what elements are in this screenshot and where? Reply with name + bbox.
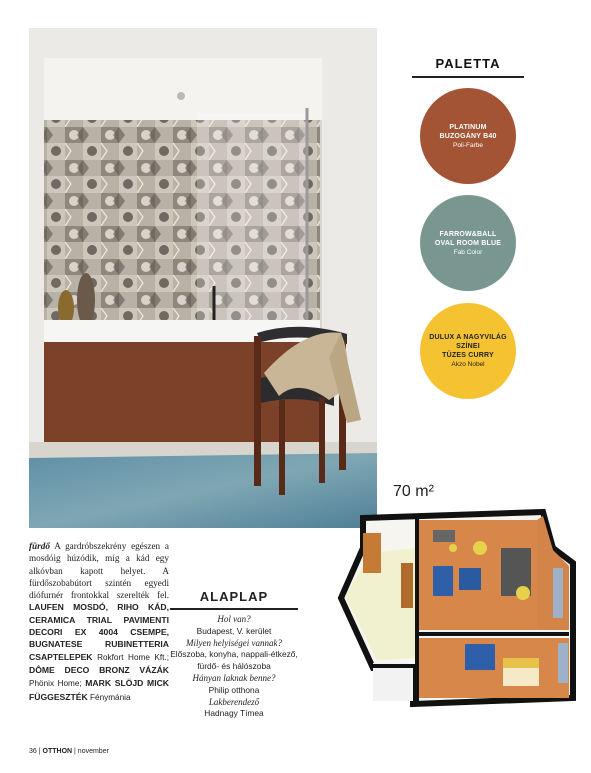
info-answer: Philip otthona xyxy=(208,684,260,695)
magazine-name: OTTHON xyxy=(42,748,73,755)
bathroom-photo xyxy=(29,28,377,528)
swatch-brand: Akzo Nobel xyxy=(451,361,485,368)
color-swatch-blue xyxy=(420,195,516,291)
info-answer: Hadnagy Tímea xyxy=(204,708,264,719)
page-number: 36 xyxy=(29,748,37,755)
info-answer: Előszoba, konyha, nappali-étkező, fürdő- és hálószoba xyxy=(170,649,298,672)
alaplap-rule xyxy=(170,608,298,610)
swatch-brand: Fab Color xyxy=(453,248,483,256)
swatch-line2: OVAL ROOM BLUE xyxy=(434,239,502,247)
alaplap-title: ALAPLAP xyxy=(199,589,269,604)
info-question: Milyen helyiségei vannak? xyxy=(186,637,282,648)
paletta-title: PALETTA xyxy=(435,56,501,71)
swatch-line1: PLATINUM xyxy=(449,123,487,131)
page-footer: 36 | OTTHON | november xyxy=(29,748,109,755)
alaplap-info xyxy=(165,614,303,720)
caption-brands-3: MARK SLÖJD MICK FÜGGESZTÉK xyxy=(29,678,169,702)
swatch-line1: FARROW&BALL xyxy=(439,230,497,238)
caption-source-2: Phönix Home; xyxy=(29,679,86,689)
caption-source-3: Fénymánia xyxy=(87,692,131,702)
caption-lead: fürdő xyxy=(29,541,50,551)
swatch-line1: DULUX A NAGYVILÁG SZÍNEI xyxy=(429,334,507,350)
caption-brands-2: DÔME DECO BRONZ VÁZÁK xyxy=(29,664,169,675)
photo-caption xyxy=(29,540,169,704)
info-answer: Budapest, V. kerület xyxy=(196,625,272,636)
caption-source-1: Rokfort Home Kft.; xyxy=(92,652,169,662)
info-question: Hányan laknak benne? xyxy=(192,672,276,683)
floor-area: 70 m² xyxy=(393,483,434,500)
color-swatch-brown xyxy=(420,88,516,184)
caption-text: A gardróbszekrény egészen a mosdóig húzódik, míg a kád egy alkóvban kapott helyet. A fürdőszobabútort szintén egyedi diófurnér frontokkal szerelték fel. xyxy=(29,541,169,601)
caption-brands-1: LAUFEN MOSDÓ, RIHO KÁD, CERAMICA TRIAL PAVIMENTI DECORI EX 4004 CSEMPE, BUGNATESE RUBINETTERIA CSAPTELEPEK xyxy=(29,602,169,662)
floor-plan xyxy=(333,508,578,708)
issue-month: november xyxy=(77,748,109,755)
paletta-rule xyxy=(412,76,524,78)
info-question: Hol van? xyxy=(217,614,251,624)
color-swatch-curry xyxy=(420,303,516,399)
swatch-line2: BUZOGÁNY B40 xyxy=(439,132,497,140)
swatch-brand: Poli-Farbe xyxy=(453,141,483,149)
info-question: Lakberendező xyxy=(208,696,260,707)
swatch-line2: TÜZES CURRY xyxy=(442,352,494,359)
